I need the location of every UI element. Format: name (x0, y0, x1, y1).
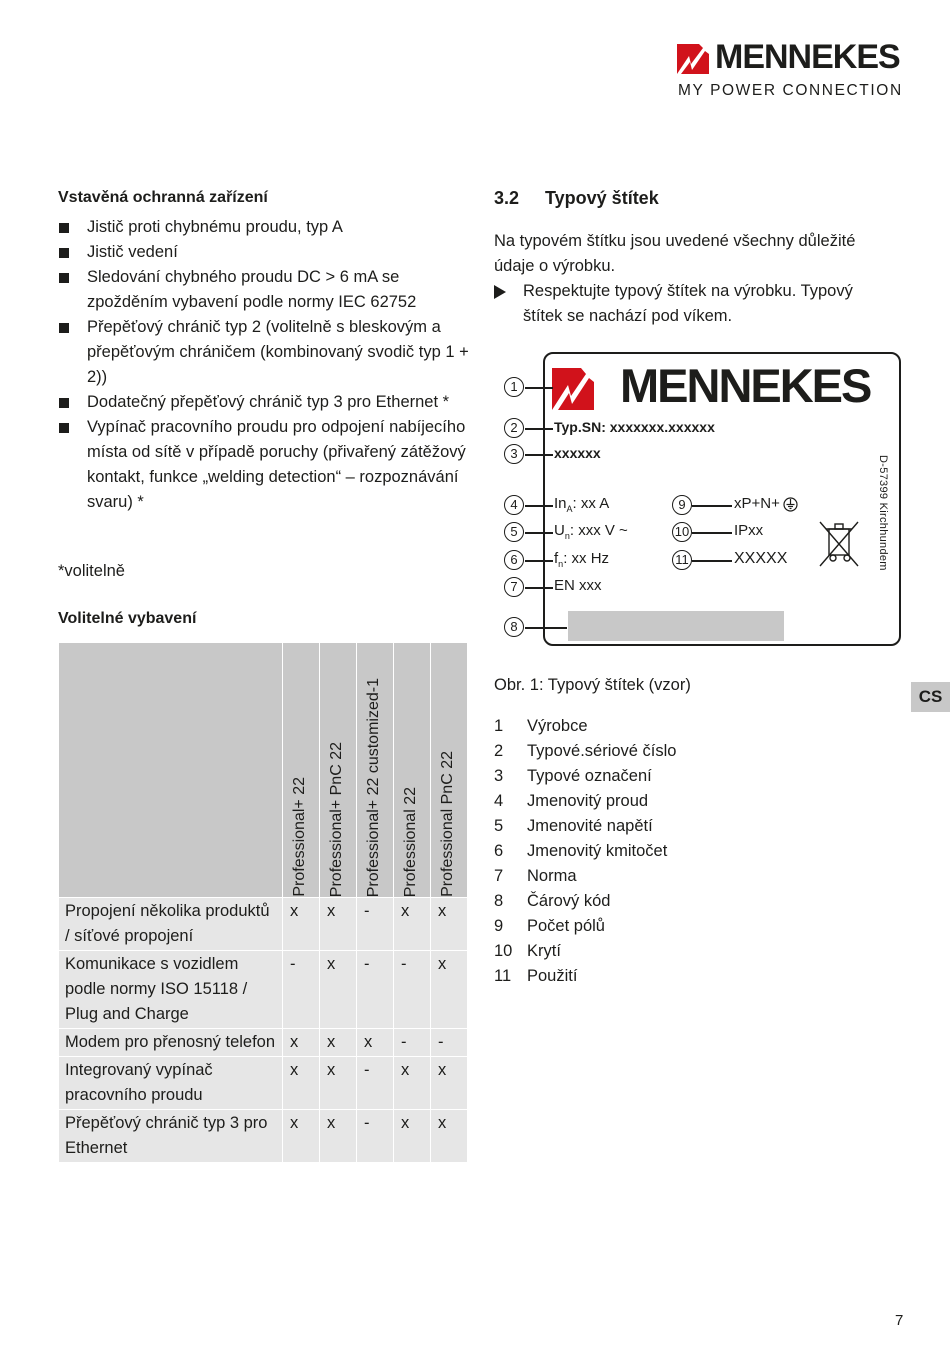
cell-value: x (394, 1110, 431, 1163)
section-title: Typový štítek (545, 188, 659, 208)
cell-value: - (431, 1029, 468, 1057)
cell-value: x (431, 898, 468, 951)
ground-symbol-icon (783, 497, 798, 512)
table-corner (59, 643, 283, 898)
figure-caption: Obr. 1: Typový štítek (vzor) (494, 676, 691, 694)
row-label: Modem pro přenosný telefon (59, 1029, 283, 1057)
optional-heading: Volitelné vybavení (58, 610, 197, 627)
page-number: 7 (895, 1312, 904, 1329)
optional-equipment-table (58, 642, 468, 1163)
mennekes-logo (677, 38, 907, 104)
cell-value: x (283, 1057, 320, 1110)
bullet-square-icon (59, 423, 69, 433)
callout-number: 2 (504, 418, 524, 438)
plate-brand: MENNEKES (620, 359, 871, 412)
callout-number: 8 (504, 617, 524, 637)
list-item: Přepěťový chránič typ 2 (volitelně s bleskovým a přepěťovým chráničem (kombinovaný svodič typ 1 + 2)) (58, 315, 478, 390)
cell-value: x (357, 1029, 394, 1057)
callout-line (525, 505, 553, 507)
column-header: Professional+ 22 customized-1 (357, 643, 394, 898)
cell-value: - (357, 951, 394, 1029)
cell-value: x (320, 1029, 357, 1057)
cell-value: x (431, 1057, 468, 1110)
table-row (59, 951, 468, 1029)
section-number: 3.2 (494, 188, 520, 208)
callout-number: 5 (504, 522, 524, 542)
plate-type-code: xxxxxx (554, 445, 601, 461)
plate-norm: EN xxx (554, 577, 602, 594)
callout-line (525, 532, 553, 534)
plate-logo-mark-icon (552, 368, 594, 410)
plate-frequency: $f_n$: xx Hz (554, 550, 610, 569)
callout-number: 6 (504, 550, 524, 570)
callout-line (525, 587, 553, 589)
plate-usage: XXXXX (734, 550, 788, 567)
callout-line (692, 505, 732, 507)
row-label: Propojení několika produktů / síťové propojení (59, 898, 283, 951)
cell-value: x (431, 951, 468, 1029)
brand-name: MENNEKES (715, 38, 900, 76)
callout-line (692, 532, 732, 534)
cell-value: - (357, 898, 394, 951)
bullet-square-icon (59, 323, 69, 333)
cell-value: - (283, 951, 320, 1029)
callout-line (525, 627, 567, 629)
mennekes-logo-mark-icon (677, 44, 709, 74)
table-row (59, 1110, 468, 1163)
cell-value: x (394, 1057, 431, 1110)
protection-heading: Vstavěná ochranná zařízení (58, 189, 268, 206)
brand-tagline: MY POWER CONNECTION (678, 82, 903, 99)
row-label: Komunikace s vozidlem podle normy ISO 15118 / Plug and Charge (59, 951, 283, 1029)
plate-voltage: $U_n$: xxx V ~ (554, 522, 628, 541)
callout-number: 1 (504, 377, 524, 397)
cell-value: x (320, 1110, 357, 1163)
cell-value: x (431, 1110, 468, 1163)
weee-bin-icon (817, 519, 861, 569)
cell-value: x (283, 1110, 320, 1163)
column-header: Professional PnC 22 (431, 643, 468, 898)
barcode-area (568, 611, 784, 641)
row-label: Integrovaný vypínač pracovního proudu (59, 1057, 283, 1110)
column-header: Professional+ PnC 22 (320, 643, 357, 898)
intro-paragraph: Na typovém štítku jsou uvedené všechny důležité údaje o výrobku. (494, 232, 856, 275)
cell-value: - (394, 951, 431, 1029)
bullet-square-icon (59, 273, 69, 283)
cell-value: x (283, 1029, 320, 1057)
list-item: Sledování chybného proudu DC > 6 mA se zpožděním vybavení podle normy IEC 62752 (58, 265, 478, 315)
bullet-square-icon (59, 398, 69, 408)
callout-line (525, 560, 553, 562)
list-item: Jistič vedení (58, 240, 478, 265)
plate-poles: xP+N+ (734, 495, 780, 512)
cell-value: - (357, 1110, 394, 1163)
plate-current: $In_A$: xx A (554, 495, 610, 514)
table-header-row (59, 643, 468, 898)
callout-number: 4 (504, 495, 524, 515)
cell-value: - (394, 1029, 431, 1057)
protection-list (58, 215, 478, 515)
list-item: Vypínač pracovního proudu pro odpojení nabíjecího místa od sítě v případě poruchy (přivařený zátěžový kontakt, funkce „welding detection“ – rozpoznávání svaru) * (58, 415, 478, 515)
bullet-square-icon (59, 223, 69, 233)
bullet-square-icon (59, 248, 69, 258)
callout-number: 7 (504, 577, 524, 597)
callout-number: 11 (672, 550, 692, 570)
callout-line (525, 387, 553, 389)
callout-number: 10 (672, 522, 692, 542)
table-row (59, 1029, 468, 1057)
arrow-right-icon (494, 285, 506, 299)
cell-value: x (320, 898, 357, 951)
plate-type-sn: Typ.SN: xxxxxxx.xxxxxx (554, 419, 715, 435)
list-item: Jistič proti chybnému proudu, typ A (58, 215, 478, 240)
instruction: Respektujte typový štítek na výrobku. Typový štítek se nachází pod víkem. (494, 279, 894, 329)
table-row (59, 1057, 468, 1110)
column-header: Professional+ 22 (283, 643, 320, 898)
column-header: Professional 22 (394, 643, 431, 898)
cell-value: x (394, 898, 431, 951)
cell-value: x (320, 951, 357, 1029)
plate-address: D-57399 Kirchhundem (877, 455, 889, 571)
plate-protection: IPxx (734, 522, 764, 539)
callout-line (692, 560, 732, 562)
callout-line (525, 454, 553, 456)
cell-value: - (357, 1057, 394, 1110)
row-label: Přepěťový chránič typ 3 pro Ethernet (59, 1110, 283, 1163)
callout-number: 9 (672, 495, 692, 515)
table-row (59, 898, 468, 951)
language-tab: CS (911, 682, 950, 712)
cell-value: x (283, 898, 320, 951)
list-item: Dodatečný přepěťový chránič typ 3 pro Ethernet * (58, 390, 478, 415)
footnote: *volitelně (58, 562, 125, 580)
callout-line (525, 428, 553, 430)
callout-number: 3 (504, 444, 524, 464)
cell-value: x (320, 1057, 357, 1110)
